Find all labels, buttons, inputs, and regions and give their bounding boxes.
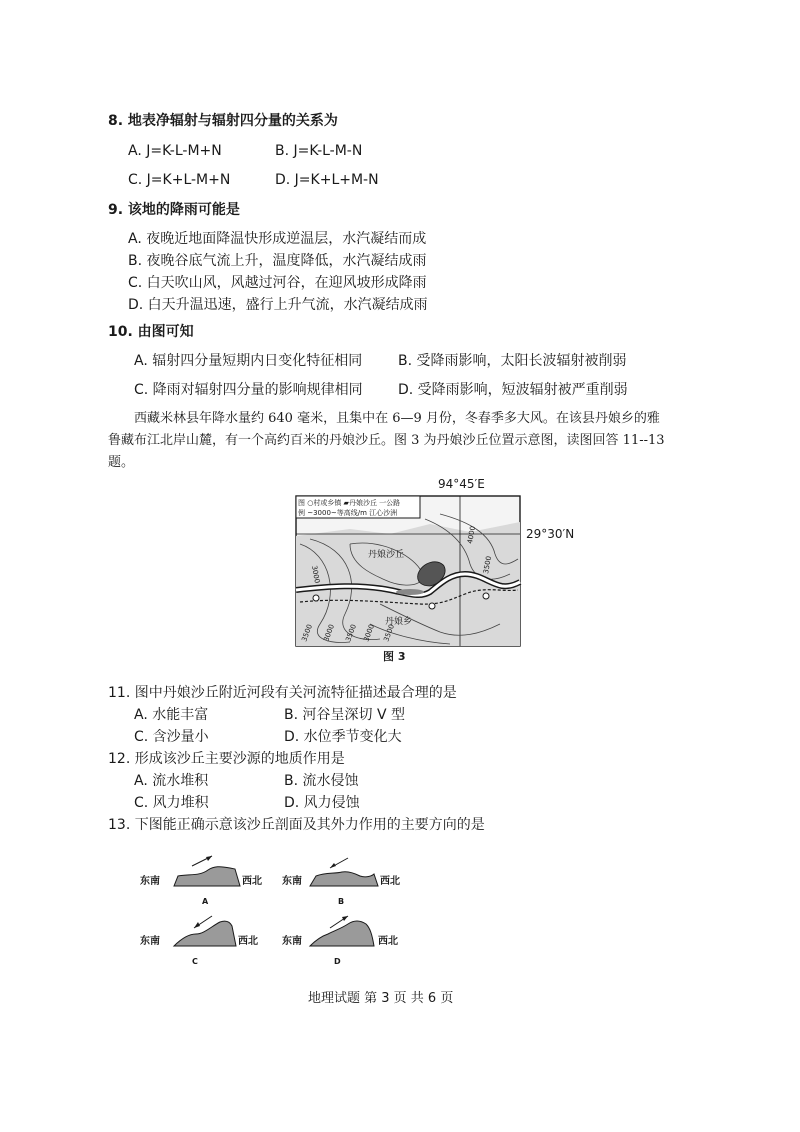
- dune-profile-shape: [310, 921, 374, 946]
- profile-a-right-label: 西北: [242, 876, 262, 887]
- village-marker: [313, 595, 319, 601]
- q9-option-a: A. 夜晚近地面降温快形成逆温层，水汽凝结而成: [128, 231, 427, 247]
- dune-profile-shape: [310, 872, 378, 886]
- q10-stem: 10. 由图可知: [108, 324, 194, 340]
- contour-label: 3500: [482, 555, 494, 575]
- map-lat-label: 29°30′N: [526, 527, 575, 541]
- contour-label: 3500: [382, 623, 396, 643]
- wind-arrow-head: [330, 863, 336, 868]
- q12-option-d: D. 风力侵蚀: [284, 795, 360, 811]
- legend-line-1: 图 ○村或乡镇 ▰丹娘沙丘 一公路: [298, 499, 401, 507]
- q10-option-d: D. 受降雨影响，短波辐射被严重削弱: [398, 382, 628, 398]
- wind-arrow-head: [206, 856, 212, 861]
- intro-line-3: 题。: [108, 455, 135, 470]
- contour-label: 3500: [344, 623, 358, 643]
- q8-option-b: B. J=K-L-M-N: [275, 143, 363, 159]
- q12-option-c: C. 风力堆积: [134, 795, 209, 811]
- figure-caption: 图 3: [383, 650, 406, 663]
- q10-option-b: B. 受降雨影响，太阳长波辐射被削弱: [398, 353, 627, 369]
- profile-a-left-label: 东南: [140, 876, 160, 887]
- contour-label: 3000: [322, 623, 336, 643]
- q11-option-d: D. 水位季节变化大: [284, 729, 402, 745]
- contour-label: 3500: [300, 623, 314, 643]
- q12-stem: 12. 形成该沙丘主要沙源的地质作用是: [108, 751, 345, 767]
- profile-c-letter: C: [192, 957, 198, 966]
- profile-d-right-label: 西北: [378, 936, 398, 947]
- q10-option-a: A. 辐射四分量短期内日变化特征相同: [134, 353, 363, 369]
- profile-d-left-label: 东南: [282, 936, 302, 947]
- profile-d-letter: D: [334, 957, 341, 966]
- q9-option-b: B. 夜晚谷底气流上升，温度降低，水汽凝结成雨: [128, 253, 427, 269]
- page-footer: 地理试题 第 3 页 共 6 页: [308, 991, 454, 1006]
- contour-label: 4000: [466, 525, 478, 545]
- dune-profile-shape: [174, 867, 240, 886]
- contour-label: 3000: [362, 623, 376, 643]
- village-marker: [429, 603, 435, 609]
- q11-option-b: B. 河谷呈深切 V 型: [284, 707, 405, 723]
- river-sandbar: [396, 589, 424, 595]
- intro-line-2: 鲁藏布江北岸山麓，有一个高约百米的丹娘沙丘。图 3 为丹娘沙丘位置示意图，读图回答 11--13: [108, 433, 665, 448]
- profile-a: [140, 852, 275, 910]
- profile-a-letter: A: [202, 897, 209, 906]
- legend-line-2: 例 ~3000~等高线/m 江心沙洲: [298, 509, 398, 517]
- q8-option-c: C. J=K+L-M+N: [128, 172, 231, 188]
- profile-b: [282, 852, 417, 910]
- village-marker: [483, 593, 489, 599]
- q11-option-a: A. 水能丰富: [134, 707, 209, 723]
- q9-option-d: D. 白天升温迅速，盛行上升气流，水汽凝结成雨: [128, 297, 428, 313]
- q8-option-d: D. J=K+L+M-N: [275, 172, 379, 188]
- wind-arrow-head: [342, 916, 348, 921]
- profile-d: [282, 910, 417, 968]
- q8-stem: 8. 地表净辐射与辐射四分量的关系为: [108, 113, 338, 129]
- profile-b-right-label: 西北: [380, 876, 400, 887]
- q9-stem: 9. 该地的降雨可能是: [108, 202, 240, 218]
- q13-stem: 13. 下图能正确示意该沙丘剖面及其外力作用的主要方向的是: [108, 817, 485, 833]
- profile-b-letter: B: [338, 897, 345, 906]
- profile-c: [140, 910, 275, 968]
- profile-c-left-label: 东南: [140, 936, 160, 947]
- dune-label: 丹娘沙丘: [368, 550, 405, 560]
- q9-option-c: C. 白天吹山风，风越过河谷，在迎风坡形成降雨: [128, 275, 427, 291]
- q11-option-c: C. 含沙量小: [134, 729, 209, 745]
- q10-option-c: C. 降雨对辐射四分量的影响规律相同: [134, 382, 363, 398]
- profile-c-right-label: 西北: [238, 936, 258, 947]
- q12-option-a: A. 流水堆积: [134, 773, 209, 789]
- contour-label: 3000: [310, 564, 322, 584]
- town-label: 丹娘乡: [385, 617, 413, 627]
- dune-profile-shape: [174, 921, 236, 946]
- q11-stem: 11. 图中丹娘沙丘附近河段有关河流特征描述最合理的是: [108, 685, 457, 701]
- q8-option-a: A. J=K-L-M+N: [128, 143, 222, 159]
- intro-line-1: 西藏米林县年降水量约 640 毫米，且集中在 6—9 月份，冬春季多大风。在该县丹娘乡的雅: [134, 411, 660, 426]
- q12-option-b: B. 流水侵蚀: [284, 773, 359, 789]
- dune-location-map: [290, 474, 575, 654]
- wind-arrow-head: [194, 922, 200, 928]
- profile-b-left-label: 东南: [282, 876, 302, 887]
- map-lon-label: 94°45′E: [438, 477, 485, 491]
